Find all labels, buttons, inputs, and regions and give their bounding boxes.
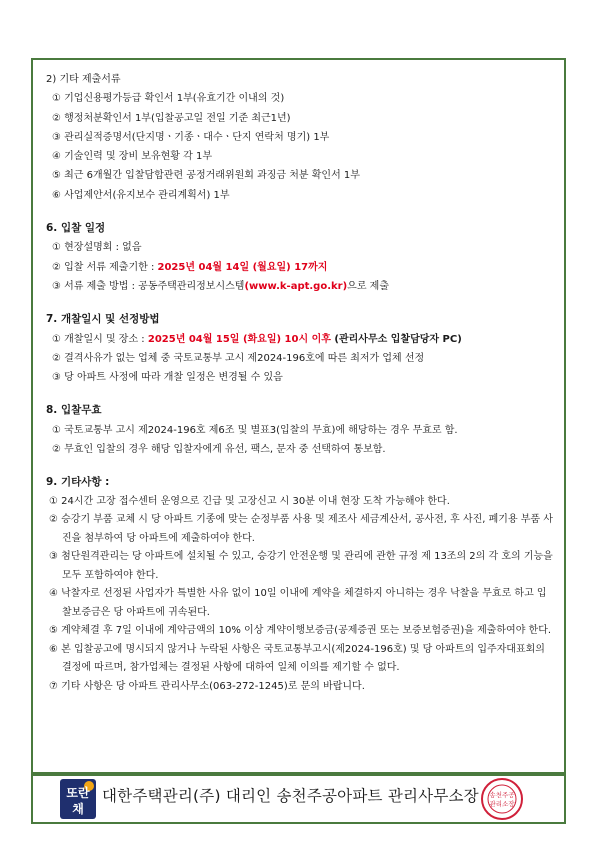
section-title: 6. 입찰 일정 xyxy=(46,222,106,235)
brand-logo xyxy=(59,778,97,820)
list-item xyxy=(46,277,556,296)
list-item: ① 현장설명회 : 없음 xyxy=(52,242,142,254)
list-item: ② 행정처분확인서 1부(입찰공고일 전일 기준 최근1년) xyxy=(52,112,291,124)
list-item: ① 국토교통부 고시 제2024-196호 제6조 및 별표3(입찰의 무효)에 해당하는 경우 무효로 함. xyxy=(52,424,458,436)
list-item: ⑦ 기타 사항은 당 아파트 관리사무소(063-272-1245)로 문의 바랍니다. xyxy=(49,680,365,692)
list-item: ② 무효인 입찰의 경우 해당 입찰자에게 유선, 팩스, 문자 중 선택하여 통보함. xyxy=(52,444,386,456)
svg-text:송천주공: 송천주공 xyxy=(489,791,515,799)
list-item: ③ 관리실적증명서(단지명ㆍ기종ㆍ대수ㆍ단지 연락처 명기) 1부 xyxy=(52,131,330,143)
deadline-highlight: 2025년 04월 14일 (월요일) 17까지 xyxy=(157,261,328,273)
section-title: 2) 기타 제출서류 xyxy=(46,74,121,85)
list-item xyxy=(46,258,556,277)
website-link: (www.k-apt.go.kr) xyxy=(244,280,348,292)
list-item: ③ 당 아파트 사정에 따라 개찰 일정은 변경될 수 있음 xyxy=(52,372,283,384)
item-label: ① 개찰일시 및 장소 : xyxy=(52,333,148,345)
list-item: ② 승강기 부품 교체 시 당 아파트 기종에 맞는 순정부품 사용 및 제조사 세금계산서, 공사전, 후 사진, 폐기용 부품 사진을 첨부하여 당 아파트에 제출하여야 한다. xyxy=(49,514,553,544)
svg-text:채: 채 xyxy=(72,802,84,816)
section-title: 7. 개찰일시 및 선정방법 xyxy=(46,313,160,326)
section-bid-invalid xyxy=(46,401,556,459)
list-item: ⑤ 최근 6개월간 입찰담합관련 공정거래위원회 과징금 처분 확인서 1부 xyxy=(52,170,360,182)
list-item: ④ 낙찰자로 선정된 사업자가 특별한 사유 없이 10일 이내에 계약을 체결하지 아니하는 경우 낙찰을 무효로 하고 입찰보증금은 당 아파트에 귀속된다. xyxy=(49,588,547,618)
organization-name: 대한주택관리(주) 대리인 송천주공아파트 관리사무소장 xyxy=(102,787,479,805)
section-other-matters xyxy=(46,473,556,696)
item-label: ③ 서류 제출 방법 : 공동주택관리정보시스템 xyxy=(52,280,245,292)
list-item xyxy=(46,330,556,349)
section-title: 8. 입찰무효 xyxy=(46,404,102,417)
item-label: ② 입찰 서류 제출기한 : xyxy=(52,261,158,273)
opening-place: (관리사무소 입찰담당자 PC) xyxy=(330,333,462,345)
list-item: ⑥ 본 입찰공고에 명시되지 않거나 누락된 사항은 국토교통부고시(제2024-196호) 및 당 아파트의 입주자대표회의 결정에 따르며, 참가업체는 결정된 사항에 대하여 일체 이의를 제기할 수 없다. xyxy=(49,643,545,674)
list-item: ③ 첨단원격관리는 당 아파트에 설치될 수 있고, 승강기 안전운행 및 관리에 관한 규정 제 13조의 2의 각 호의 기능을 모두 포함하여야 한다. xyxy=(49,551,553,581)
opening-date-highlight: 2025년 04월 15일 (화요일) 10시 이후 xyxy=(147,333,331,345)
list-item: ⑤ 계약체결 후 7일 이내에 계약금액의 10% 이상 계약이행보증금(공제증권 또는 보증보험증권)을 제출하여야 한다. xyxy=(49,625,552,637)
section-other-documents xyxy=(46,70,556,205)
list-item: ② 결격사유가 없는 업체 중 국토교통부 고시 제2024-196호에 따른 최저가 업체 선정 xyxy=(52,352,425,364)
list-item: ④ 기술인력 및 장비 보유현황 각 1부 xyxy=(52,151,212,163)
section-opening-selection xyxy=(46,310,556,387)
svg-text:관리소장: 관리소장 xyxy=(489,800,515,808)
list-item: ① 24시간 고장 접수센터 운영으로 긴급 및 고장신고 시 30분 이내 현장 도착 가능해야 한다. xyxy=(49,495,450,507)
svg-text:또란: 또란 xyxy=(66,786,90,800)
item-suffix: 으로 제출 xyxy=(347,280,389,292)
official-seal xyxy=(480,777,524,821)
section-title: 9. 기타사항 : xyxy=(46,476,110,489)
list-item: ⑥ 사업제안서(유지보수 관리계획서) 1부 xyxy=(52,189,230,201)
document-body xyxy=(46,70,556,696)
list-item: ① 기업신용평가등급 확인서 1부(유효기간 이내의 것) xyxy=(52,93,285,105)
section-bid-schedule xyxy=(46,219,556,296)
